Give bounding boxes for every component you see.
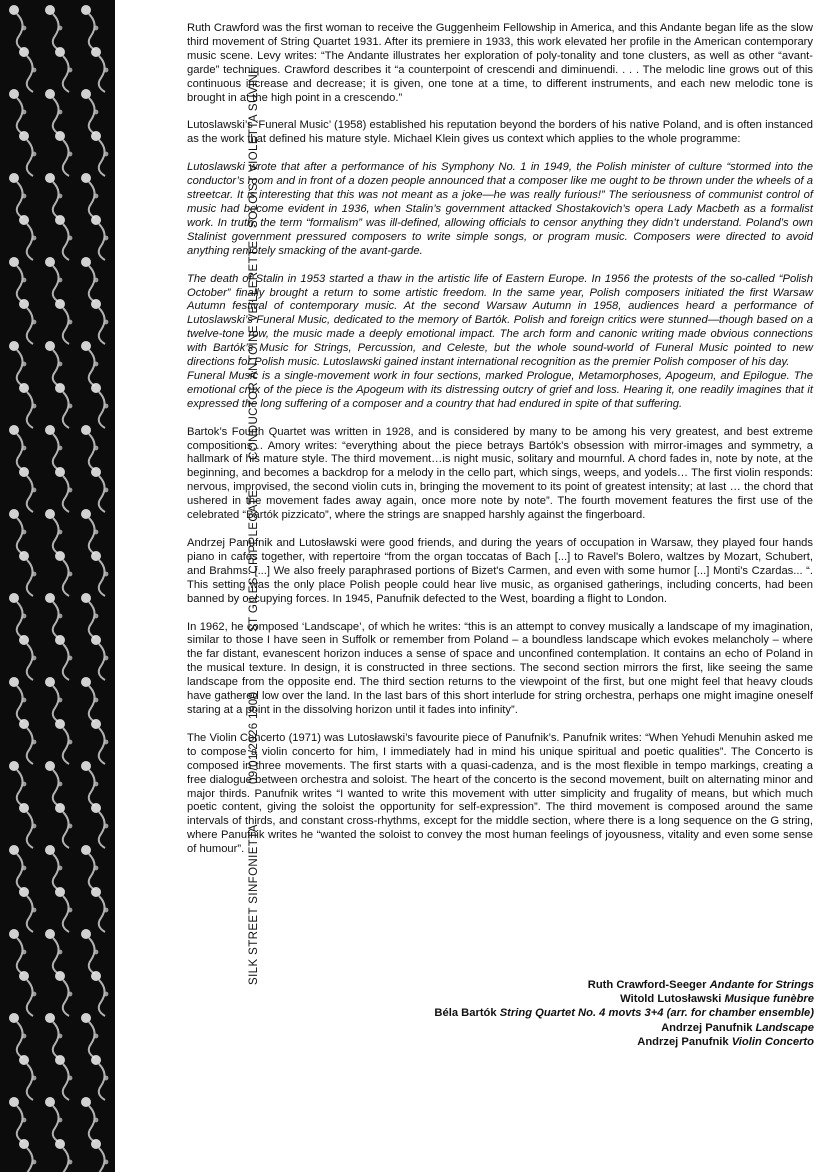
decorative-image-strip	[0, 0, 115, 1172]
programme-list	[434, 978, 814, 1049]
work-title: Musique funèbre	[724, 993, 814, 1006]
composer-name: Witold Lutosławski	[620, 993, 722, 1006]
programme-item	[434, 978, 814, 992]
programme-item	[434, 992, 814, 1006]
klein-quote-paragraph-3: Funeral Music is a single-movement work in four sections, marked Prologue, Metamorphoses, Apogeum, and Epilogue. The emotional crux of the piece is the Apogeum with its distressing outcry of grief and loss. Hearing it, one readily imagines that it expressed the long suffering of a composer and a country that had endured in spite of that suffering.	[187, 369, 813, 410]
side-info-column	[115, 0, 260, 1172]
conductor-label: CONDUCTOR ANTOINE VEILLERETTE	[248, 240, 260, 460]
work-title: String Quartet No. 4 movts 3+4 (arr. for chamber ensemble)	[499, 1007, 814, 1020]
composer-name: Andrzej Panufnik	[661, 1021, 753, 1034]
klein-quote-paragraph-2: The death of Stalin in 1953 started a thaw in the artistic life of Eastern Europe. In 1956 the protests of the so-called “Polish October” finally brought a return to some artistic freedom. In the same year, Polish composers initiated the first Warsaw Autumn festival of contemporary music. At the second Warsaw Autumn in 1958, audiences heard a performance of Lutoslawski’s Funeral Music, dedicated to the memory of Bartók. Polish and foreign critics were stunned—though based on a twelve-tone row, the music made a deeply emotional impact. The arch form and canonic writing made obvious connections with Bartók’s Music for Strings, Percussion, and Celeste, but the whole sound-world of Funeral Music pointed to new directions for Polish music. Lutoslawski gained instant international recognition as the premier Polish composer of his day.	[187, 272, 813, 369]
crawford-paragraph: Ruth Crawford was the first woman to receive the Guggenheim Fellowship in America, and this Andante began life as the slow third movement of String Quartet 1931. After its premiere in 1933, this work elevated her profile in the American contemporary music scene. Levy writes: “The Andante illustrates her exploration of poly-tonality and tone clusters, as well as other “avant-garde” techniques. Crawford describes it “a counterpoint of crescendi and diminuendi. . . . The melodic line grows out of this continuous increase and decrease; it is given, one tone at a time, to different instruments, and each new melodic tone is brought in at the high point in a crescendo.”	[187, 22, 813, 104]
ensemble-label: SILK STREET SINFONIETTA	[248, 824, 260, 985]
klein-quote-paragraph-1: Lutoslawski wrote that after a performance of his Symphony No. 1 in 1949, the Polish minister of culture “stormed into the conductor’s room and in front of a dozen people announced that a composer like me ought to be thrown under the wheels of a streetcar. It is interesting that this was not meant as a joke—he was really furious!” The seriousness of communist control of music had become evident in 1936, when Stalin’s government attacked Shostakovich’s opera Lady Macbeth as a formalist work. In truth, the term “formalism” was ill-defined, allowing officials to censor anything they didn’t understand. Poland’s own Stalinist government pressured composers to write simple songs, or program music. Composers were directed to avoid anything remotely smacking of the avant-garde.	[187, 161, 813, 257]
bartok-paragraph: Bartok’s Fourth Quartet was written in 1928, and is considered by many to be among his very greatest, and best extreme compositions… Amory writes: “everything about the piece betrays Bartók’s obsession with mirror-images and symmetry, a hallmark of his mature style. The third movement…is night music, solitary and mournful. A chord fades in, note by note, at the beginning, and becomes a backdrop for a melody in the cello part, which sings, weeps, and yodels… The first violin responds: nervous, improvised, the second violin cuts in, bringing the movement to its point of greatest intensity; at last … the chord that ushered in the movement fades away again, once more note by note”. The fourth movement features the first use of the celebrated “Bartók pizzicato”, where the strings are snapped harshly against the fingerboard.	[187, 425, 813, 522]
programme-item	[434, 1006, 814, 1020]
work-title: Andante for Strings	[709, 979, 814, 991]
datetime-label: 09/01/2026 1900	[248, 691, 260, 784]
work-title: Violin Concerto	[731, 1035, 814, 1048]
panufnik-paragraph: Andrzej Panufnik and Lutosławski were good friends, and during the years of occupation in Warsaw, they played four hands piano in cafés together, with repertoire “from the organ toccatas of Bach [...] to Ravel's Bolero, waltzes by Mozart, Schubert, and Brahms. [...] We also freely paraphrased portions of Bizet's Carmen, and even with some humor [...] Monti's Czardas... “. This setting was the only place Polish people could hear live music, as organised gatherings, including concerts, had been banned by occupying forces. In 1945, Panufnik defected to the West, boarding a flight to London.	[187, 537, 813, 605]
composer-name: Ruth Crawford-Seeger	[587, 979, 707, 991]
violin-concerto-paragraph: The Violin Concerto (1971) was Lutosławski’s favourite piece of Panufnik’s. Panufnik writes: “When Yehudi Menuhin asked me to compose a violin concerto for him, I immediately had in mind his unique spiritual and poetic qualities”. The Concerto is composed in three movements. The first starts with a quasi-cadenza, and is the most flexible in tempo markings, creating a free dialogue between orchestra and soloist. The heart of the concerto is the second movement, built on alternating minor and major thirds. Panufnik writes “I wanted to write this movement with utter simplicity and frugality of means, but which much poetic content, giving the soloist the opportunity for self-expression”. The third movement is composed around the same intervals of thirds, and constant cross-rhythms, except for the middle section, where there is a long sequence on the G string, where Panufnik writes he “wanted the soloist to convey the most human feelings of joyousness, vitality and even some sense of humour”.	[187, 731, 813, 856]
programme-item	[434, 1021, 814, 1035]
lutoslawski-intro-paragraph: Lutoslawski’s ‘Funeral Music’ (1958) established his reputation beyond the borders of his native Poland, and is often instanced as the work that defined his mature style. Michael Klein gives us context which applies to the whole programme:	[187, 119, 813, 146]
work-title: Landscape	[755, 1021, 814, 1034]
composer-name: Béla Bartók	[434, 1007, 497, 1020]
swirl-pattern-image	[0, 0, 115, 1172]
composer-name: Andrzej Panufnik	[637, 1035, 729, 1048]
venue-label: ST GILES CRIPPLEGATE	[248, 489, 260, 632]
programme-notes	[187, 22, 813, 871]
soloist-label: SOLOIST VIOLETTA SUVINI	[248, 70, 260, 228]
landscape-paragraph: In 1962, he composed ‘Landscape’, of which he writes: “this is an attempt to convey musically a landscape of my imagination, similar to those I have seen in Suffolk or remember from Poland – a boundless landscape which evokes melancholy – where the far distant, evanescent horizon induces a sense of space and unconfined contemplation. It contains an echo of Poland in the musical texture. In design, it is constructed in three sections. The second section mirrors the first, like seeing the same landscape from the opposite end. The third section returns to the viewpoint of the first, but one might feel that heavy clouds have gathered low over the land. In the last bars of this short interlude for string orchestra, perhaps one might imagine oneself staring at a point in the dissolving horizon until it fades into infinity”.	[187, 620, 813, 716]
programme-item	[434, 1035, 814, 1049]
